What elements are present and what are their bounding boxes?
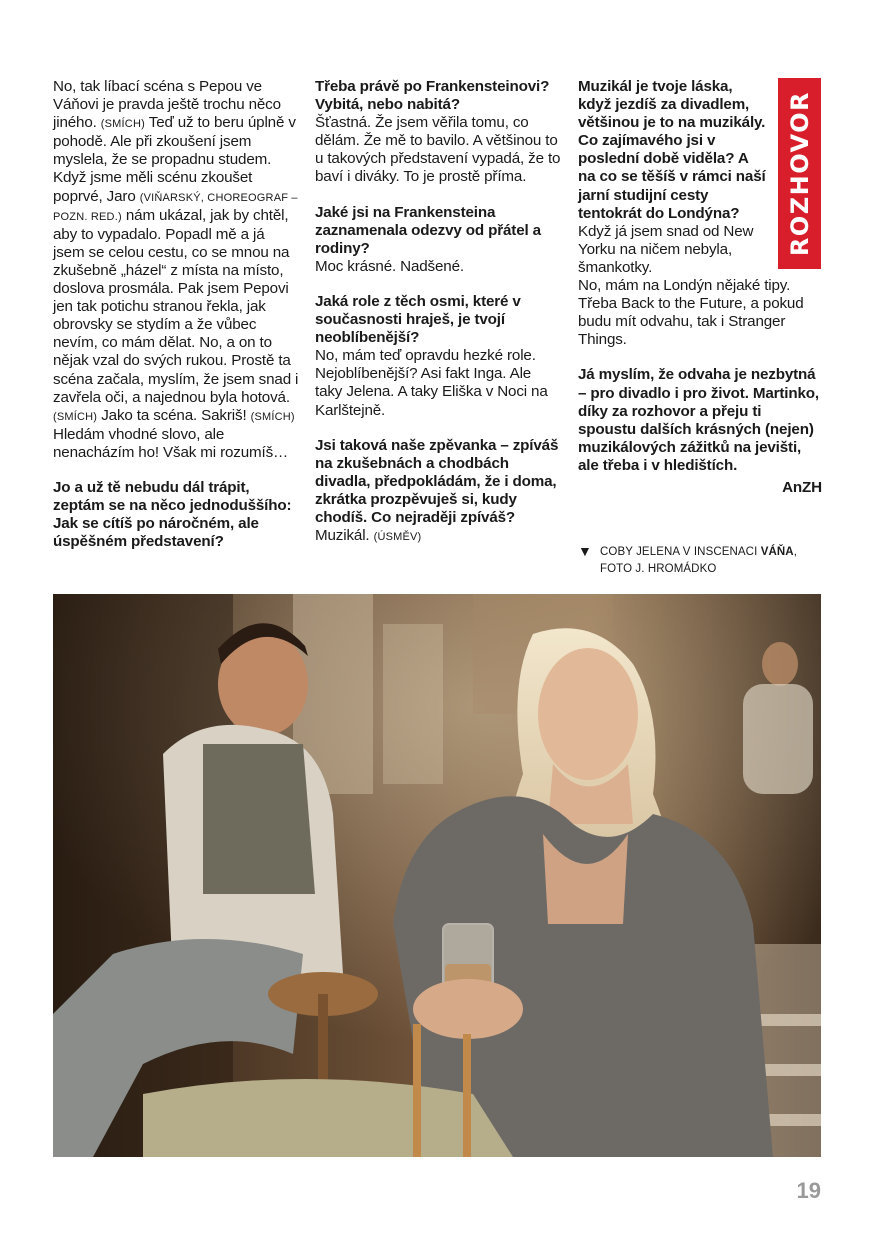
question: Třeba právě po Frankensteinovi? Vybitá, nebo nabitá? [315,78,550,114]
column-2 [315,78,561,546]
caption-title: VÁŇA [760,546,794,558]
section-label: ROZHOVOR [785,90,814,257]
answer-text: nám ukázal, jak by chtěl, aby to vypadalo. Popadl mě a já jsem se celou cestu, co se mnou na zkušebně „házel“ z místa na místo, doslova prosmála. Pak jsem Pepovi jen tak potichu stranou řekla, jak obrovsky se stydím a že vůbec nevím, co mám dělat. No, a on to nějak vzal do svých rukou. Prostě ta scéna začala, myslím, že jsem snad i zavřela oči, a najednou byla hotová. [53,206,299,406]
stage-note: (SMÍCH) [250,410,295,423]
caption-prefix: COBY JELENA V INSCENACI [600,546,761,558]
answer-paragraph: Když já jsem snad od New Yorku na ničem nebyla, šmankotky. [578,222,754,276]
caption-text [600,544,818,578]
answer-text: Muzikál. [315,527,374,545]
stage-note: (SMÍCH) [100,118,145,131]
question: Muzikál je tvoje láska, když jezdíš za divadlem, většinou je to na muzikály. Co zajímavého jsi v poslední době viděla? A na co se těšíš v rámci naší jarní studijní cesty tentokrát do Londýna? [578,78,766,222]
question: Jo a už tě nebudu dál trápit, zeptám se na něco jednoduššího: Jak se cítíš po náročném, ale úspěšném představení? [53,478,292,551]
stage-photo [53,594,821,1157]
section-tab [778,78,821,269]
caption-credit: , FOTO J. HROMÁDKO [600,546,797,575]
answer-paragraph [315,527,561,546]
author-signature: AnZH [782,478,822,496]
answer-text: Hledám vhodné slovo, ale nenacházím ho! Však mi rozumíš… [53,425,289,461]
question: Jsi taková naše zpěvanka – zpíváš na zkušebnách a chodbách divadla, předpokládám, že i doma, zkrátka prozpěvuješ si, kudy chodíš. Co nejraději zpíváš? [315,436,559,526]
answer-text: No, tak líbací scéna s Pepou ve Váňovi je pravda ještě trochu něco jiného. [53,78,281,132]
closing-statement: Já myslím, že odvaha je nezbytná – pro divadlo i pro život. Martinko, díky za rozhovor a přeju ti spoustu dalších krásných (nejen) muzikálových zážitků na jevišti, ale třeba i v hledištích. [578,366,819,474]
question: Jaké jsi na Frankensteina zaznamenala odezvy od přátel a rodiny? [315,203,541,257]
photo-caption [578,544,818,578]
stage-note: (SMÍCH) [53,410,98,423]
stage-note: (ÚSMĚV) [373,531,422,544]
answer-text: Teď už to beru úplně v pohodě. Ale při zkoušení jsem myslela, že se propadnu studem. Když jsme měli scénu zkoušet poprvé, Jaro [53,114,296,205]
answer-paragraph: No, mám na Londýn nějaké tipy. Třeba Back to the Future, a pokud budu mít odvahu, tak i Stranger Things. [578,277,804,349]
answer-paragraph [53,78,299,462]
answer-paragraph: No, mám teď opravdu hezké role. Nejoblíbenější? Asi fakt Inga. Ale taky Jelena. A taky Eliška v Noci na Karlštejně. [315,347,548,419]
page-number: 19 [796,1178,821,1203]
answer-paragraph: Šťastná. Že jsem věřila tomu, co dělám. Že mě to bavilo. A většinou to u takových představení vypadá, že to baví i diváky. To je prostě příma. [315,114,561,186]
photo-illustration [53,594,821,1157]
answer-text: Jako ta scéna. Sakriš! [97,406,251,424]
question: Jaká role z těch osmi, které v současnosti hraješ, je tvojí neoblíbenější? [315,292,521,347]
stage-note: (VIŇARSKÝ, CHOREOGRAF – POZN. RED.) [53,191,298,223]
answer-paragraph: Moc krásné. Nadšené. [315,257,464,275]
arrow-down-icon: ▼ [578,543,592,559]
column-1 [53,78,299,551]
